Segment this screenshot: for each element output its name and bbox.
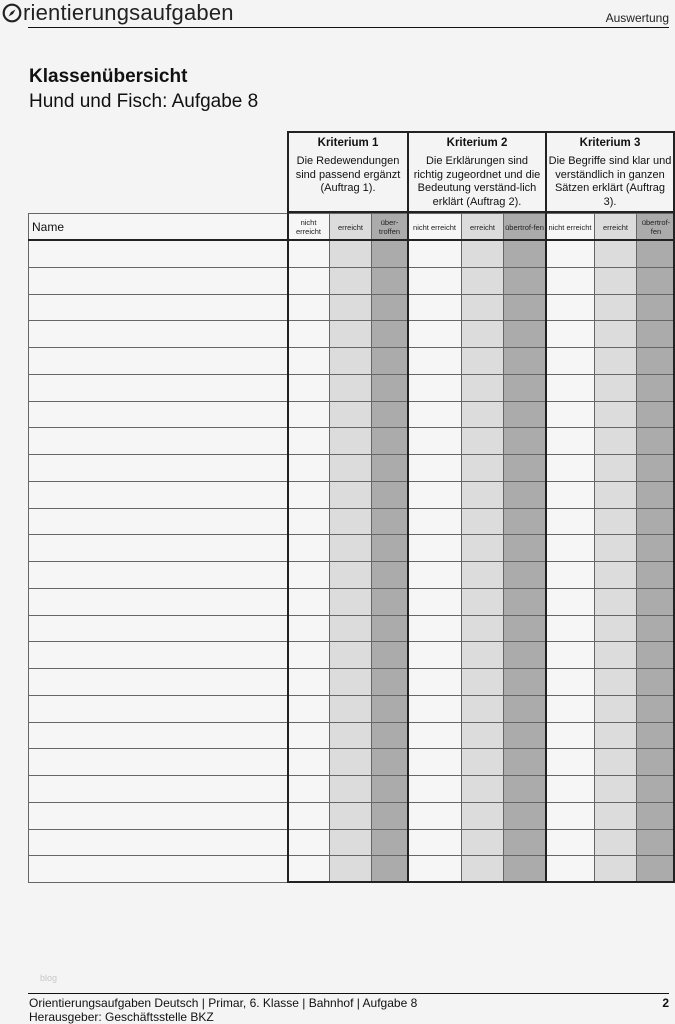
- name-cell[interactable]: [28, 481, 288, 509]
- criterion-2-description: Die Erklärungen sind richtig zugeordnet und die Bedeutung verständ-lich erklärt (Auftrag 2).: [413, 155, 541, 208]
- rating-cell[interactable]: [636, 668, 675, 696]
- rating-cell[interactable]: [636, 561, 675, 589]
- name-cell[interactable]: [28, 775, 288, 803]
- rating-cell[interactable]: [636, 294, 675, 322]
- rating-cell[interactable]: [407, 240, 462, 268]
- rating-cell[interactable]: [329, 454, 372, 482]
- name-cell[interactable]: [28, 454, 288, 482]
- name-cell[interactable]: [28, 534, 288, 562]
- rating-cell[interactable]: [287, 267, 330, 295]
- rating-cell[interactable]: [287, 641, 330, 669]
- rating-cell[interactable]: [594, 294, 637, 322]
- name-cell[interactable]: [28, 294, 288, 322]
- rating-cell[interactable]: [407, 267, 462, 295]
- rating-cell[interactable]: [329, 374, 372, 402]
- rating-cell[interactable]: [407, 855, 462, 883]
- rating-cell[interactable]: [503, 802, 546, 830]
- rating-cell[interactable]: [503, 722, 546, 750]
- name-cell[interactable]: [28, 641, 288, 669]
- rating-cell[interactable]: [503, 695, 546, 723]
- rating-cell[interactable]: [594, 775, 637, 803]
- rating-cell[interactable]: [636, 588, 675, 616]
- rating-cell[interactable]: [461, 481, 504, 509]
- rating-cell[interactable]: [461, 374, 504, 402]
- rating-cell[interactable]: [371, 320, 408, 348]
- footer-divider: [28, 993, 669, 994]
- rating-cell[interactable]: [461, 267, 504, 295]
- rating-cell[interactable]: [371, 267, 408, 295]
- rating-cell[interactable]: [287, 374, 330, 402]
- rating-cell[interactable]: [407, 641, 462, 669]
- rating-cell[interactable]: [461, 695, 504, 723]
- rating-cell[interactable]: [545, 320, 595, 348]
- rating-cell[interactable]: [329, 294, 372, 322]
- rating-cell[interactable]: [329, 508, 372, 536]
- rating-cell[interactable]: [503, 320, 546, 348]
- rating-cell[interactable]: [287, 668, 330, 696]
- name-cell[interactable]: [28, 508, 288, 536]
- header-separator: [28, 239, 675, 241]
- rating-cell[interactable]: [636, 374, 675, 402]
- rating-cell[interactable]: [594, 508, 637, 536]
- rating-cell[interactable]: [594, 855, 637, 883]
- rating-cell[interactable]: [371, 561, 408, 589]
- rating-cell[interactable]: [636, 534, 675, 562]
- rating-cell[interactable]: [329, 695, 372, 723]
- rating-cell[interactable]: [407, 401, 462, 429]
- name-cell[interactable]: [28, 374, 288, 402]
- rating-cell[interactable]: [329, 855, 372, 883]
- rating-cell[interactable]: [503, 641, 546, 669]
- rating-cell[interactable]: [503, 534, 546, 562]
- name-cell[interactable]: [28, 347, 288, 375]
- rating-cell[interactable]: [371, 802, 408, 830]
- subheader-k1-reached: erreicht: [329, 213, 372, 241]
- rating-cell[interactable]: [287, 695, 330, 723]
- rating-cell[interactable]: [594, 829, 637, 857]
- rating-cell[interactable]: [461, 588, 504, 616]
- rating-cell[interactable]: [545, 427, 595, 455]
- rating-cell[interactable]: [371, 855, 408, 883]
- rating-cell[interactable]: [407, 508, 462, 536]
- rating-cell[interactable]: [461, 401, 504, 429]
- page-subtitle: Hund und Fisch: Aufgabe 8: [29, 91, 259, 112]
- rating-cell[interactable]: [594, 534, 637, 562]
- rating-cell[interactable]: [329, 267, 372, 295]
- rating-cell[interactable]: [594, 427, 637, 455]
- rating-cell[interactable]: [461, 641, 504, 669]
- name-cell[interactable]: [28, 722, 288, 750]
- rating-cell[interactable]: [545, 267, 595, 295]
- rating-cell[interactable]: [407, 802, 462, 830]
- rating-cell[interactable]: [545, 508, 595, 536]
- rating-cell[interactable]: [329, 829, 372, 857]
- subheader-k1-exceeded: über-troffen: [371, 213, 408, 241]
- rating-cell[interactable]: [287, 855, 330, 883]
- watermark: blog: [40, 973, 58, 983]
- rating-cell[interactable]: [545, 374, 595, 402]
- subheader-k2-not-reached: nicht erreicht: [407, 213, 462, 241]
- criterion-1-description: Die Redewendungen sind passend ergänzt (Auftrag 1).: [295, 155, 401, 194]
- rating-cell[interactable]: [545, 401, 595, 429]
- rating-cell[interactable]: [594, 615, 637, 643]
- page-number: 2: [662, 996, 669, 1010]
- rating-cell[interactable]: [371, 481, 408, 509]
- rating-cell[interactable]: [329, 427, 372, 455]
- rating-cell[interactable]: [503, 775, 546, 803]
- rating-cell[interactable]: [371, 534, 408, 562]
- rating-cell[interactable]: [503, 615, 546, 643]
- rating-cell[interactable]: [371, 829, 408, 857]
- rating-cell[interactable]: [371, 775, 408, 803]
- rating-cell[interactable]: [329, 588, 372, 616]
- rating-cell[interactable]: [371, 427, 408, 455]
- rating-cell[interactable]: [636, 427, 675, 455]
- rating-cell[interactable]: [594, 481, 637, 509]
- footer-publisher: Herausgeber: Geschäftsstelle BKZ: [29, 1010, 214, 1024]
- rating-cell[interactable]: [636, 748, 675, 776]
- compass-icon: [2, 3, 22, 23]
- rating-cell[interactable]: [594, 695, 637, 723]
- rating-cell[interactable]: [287, 347, 330, 375]
- rating-cell[interactable]: [545, 802, 595, 830]
- rating-cell[interactable]: [545, 695, 595, 723]
- rating-cell[interactable]: [329, 481, 372, 509]
- rating-cell[interactable]: [594, 722, 637, 750]
- rating-cell[interactable]: [329, 775, 372, 803]
- rating-cell[interactable]: [503, 374, 546, 402]
- criterion-1-title: Kriterium 1: [317, 137, 379, 149]
- name-cell[interactable]: [28, 401, 288, 429]
- name-cell[interactable]: [28, 855, 288, 883]
- rating-cell[interactable]: [371, 615, 408, 643]
- rating-cell[interactable]: [545, 668, 595, 696]
- subheader-k3-not-reached: nicht erreicht: [545, 213, 595, 241]
- rating-cell[interactable]: [503, 427, 546, 455]
- rating-cell[interactable]: [329, 240, 372, 268]
- rating-cell[interactable]: [594, 641, 637, 669]
- rating-cell[interactable]: [636, 481, 675, 509]
- name-cell[interactable]: [28, 695, 288, 723]
- rating-cell[interactable]: [503, 588, 546, 616]
- rating-cell[interactable]: [545, 615, 595, 643]
- rating-cell[interactable]: [636, 240, 675, 268]
- rating-cell[interactable]: [407, 722, 462, 750]
- rating-cell[interactable]: [329, 561, 372, 589]
- rating-cell[interactable]: [287, 561, 330, 589]
- rating-cell[interactable]: [545, 561, 595, 589]
- rating-cell[interactable]: [503, 481, 546, 509]
- rating-cell[interactable]: [371, 722, 408, 750]
- rating-cell[interactable]: [503, 855, 546, 883]
- rating-cell[interactable]: [461, 294, 504, 322]
- subheader-k2-reached: erreicht: [461, 213, 504, 241]
- rating-cell[interactable]: [329, 534, 372, 562]
- rating-cell[interactable]: [371, 294, 408, 322]
- rating-cell[interactable]: [371, 454, 408, 482]
- rating-cell[interactable]: [503, 267, 546, 295]
- rating-cell[interactable]: [371, 401, 408, 429]
- subheader-k2-exceeded: übertrof-fen: [503, 213, 546, 241]
- rating-cell[interactable]: [503, 294, 546, 322]
- rating-cell[interactable]: [503, 748, 546, 776]
- rating-cell[interactable]: [636, 615, 675, 643]
- name-cell[interactable]: [28, 668, 288, 696]
- rating-cell[interactable]: [545, 775, 595, 803]
- rating-cell[interactable]: [371, 668, 408, 696]
- rating-cell[interactable]: [329, 320, 372, 348]
- rating-cell[interactable]: [503, 508, 546, 536]
- subheader-k3-exceeded: übertrof-fen: [636, 213, 675, 241]
- rating-cell[interactable]: [636, 401, 675, 429]
- rating-cell[interactable]: [503, 240, 546, 268]
- rating-cell[interactable]: [407, 481, 462, 509]
- name-cell[interactable]: [28, 267, 288, 295]
- subheader-k3-reached: erreicht: [594, 213, 637, 241]
- rating-cell[interactable]: [329, 748, 372, 776]
- rating-cell[interactable]: [594, 267, 637, 295]
- name-cell[interactable]: [28, 320, 288, 348]
- rating-cell[interactable]: [461, 668, 504, 696]
- rating-cell[interactable]: [287, 615, 330, 643]
- rating-cell[interactable]: [636, 454, 675, 482]
- criterion-2-header: [407, 131, 547, 213]
- rating-cell[interactable]: [545, 240, 595, 268]
- rating-cell[interactable]: [545, 855, 595, 883]
- rating-cell[interactable]: [461, 722, 504, 750]
- name-cell[interactable]: [28, 829, 288, 857]
- rating-cell[interactable]: [461, 561, 504, 589]
- rating-cell[interactable]: [287, 802, 330, 830]
- rating-cell[interactable]: [407, 748, 462, 776]
- name-cell[interactable]: [28, 561, 288, 589]
- rating-cell[interactable]: [407, 615, 462, 643]
- rating-cell[interactable]: [503, 668, 546, 696]
- name-cell[interactable]: [28, 588, 288, 616]
- rating-cell[interactable]: [594, 668, 637, 696]
- rating-cell[interactable]: [636, 695, 675, 723]
- criterion-2-title: Kriterium 2: [446, 137, 508, 149]
- rating-cell[interactable]: [461, 320, 504, 348]
- rating-cell[interactable]: [461, 855, 504, 883]
- rating-cell[interactable]: [407, 561, 462, 589]
- logo-text: rientierungsaufgaben: [23, 0, 234, 25]
- page-title: Klassenübersicht: [29, 66, 188, 87]
- rating-cell[interactable]: [636, 722, 675, 750]
- rating-cell[interactable]: [594, 374, 637, 402]
- name-cell[interactable]: [28, 802, 288, 830]
- rating-cell[interactable]: [461, 748, 504, 776]
- rating-cell[interactable]: [594, 588, 637, 616]
- rating-cell[interactable]: [503, 401, 546, 429]
- rating-cell[interactable]: [594, 561, 637, 589]
- rating-cell[interactable]: [545, 347, 595, 375]
- rating-cell[interactable]: [636, 320, 675, 348]
- rating-cell[interactable]: [503, 347, 546, 375]
- rating-cell[interactable]: [594, 748, 637, 776]
- rating-cell[interactable]: [461, 427, 504, 455]
- rating-cell[interactable]: [287, 454, 330, 482]
- rating-cell[interactable]: [594, 240, 637, 268]
- rating-cell[interactable]: [287, 294, 330, 322]
- rating-cell[interactable]: [545, 588, 595, 616]
- rating-cell[interactable]: [329, 641, 372, 669]
- rating-cell[interactable]: [371, 508, 408, 536]
- logo: [0, 0, 234, 26]
- rating-cell[interactable]: [287, 829, 330, 857]
- rating-cell[interactable]: [407, 347, 462, 375]
- rating-cell[interactable]: [287, 508, 330, 536]
- rating-cell[interactable]: [636, 267, 675, 295]
- rating-cell[interactable]: [287, 427, 330, 455]
- criterion-1-header: [287, 131, 409, 213]
- rating-cell[interactable]: [407, 320, 462, 348]
- rating-cell[interactable]: [407, 294, 462, 322]
- rating-cell[interactable]: [371, 347, 408, 375]
- rating-cell[interactable]: [407, 454, 462, 482]
- rating-cell[interactable]: [594, 347, 637, 375]
- rating-cell[interactable]: [371, 748, 408, 776]
- rating-cell[interactable]: [594, 401, 637, 429]
- rating-cell[interactable]: [461, 240, 504, 268]
- rating-cell[interactable]: [371, 695, 408, 723]
- rating-cell[interactable]: [287, 775, 330, 803]
- rating-cell[interactable]: [329, 802, 372, 830]
- rating-cell[interactable]: [287, 588, 330, 616]
- rating-cell[interactable]: [545, 454, 595, 482]
- rating-cell[interactable]: [545, 294, 595, 322]
- rating-cell[interactable]: [594, 454, 637, 482]
- rating-cell[interactable]: [329, 615, 372, 643]
- rating-cell[interactable]: [461, 615, 504, 643]
- rating-cell[interactable]: [287, 481, 330, 509]
- criterion-3-description: Die Begriffe sind klar und verständlich in ganzen Sätzen erklärt (Auftrag 3).: [548, 155, 672, 208]
- rating-cell[interactable]: [636, 855, 675, 883]
- rating-cell[interactable]: [407, 829, 462, 857]
- rating-cell[interactable]: [461, 802, 504, 830]
- rating-cell[interactable]: [503, 454, 546, 482]
- rating-cell[interactable]: [287, 401, 330, 429]
- criterion-3-title: Kriterium 3: [579, 137, 641, 149]
- rating-cell[interactable]: [329, 347, 372, 375]
- rating-cell[interactable]: [287, 722, 330, 750]
- rating-cell[interactable]: [594, 320, 637, 348]
- rating-cell[interactable]: [594, 802, 637, 830]
- rating-cell[interactable]: [636, 829, 675, 857]
- rating-cell[interactable]: [461, 347, 504, 375]
- rating-cell[interactable]: [407, 427, 462, 455]
- rating-cell[interactable]: [461, 508, 504, 536]
- rating-cell[interactable]: [636, 802, 675, 830]
- rating-cell[interactable]: [287, 534, 330, 562]
- rating-cell[interactable]: [636, 775, 675, 803]
- rating-cell[interactable]: [329, 401, 372, 429]
- name-cell[interactable]: [28, 427, 288, 455]
- rating-cell[interactable]: [407, 668, 462, 696]
- header-divider: [28, 27, 669, 28]
- rating-cell[interactable]: [371, 588, 408, 616]
- rating-cell[interactable]: [545, 748, 595, 776]
- rating-cell[interactable]: [545, 481, 595, 509]
- rating-cell[interactable]: [636, 508, 675, 536]
- footer-info: Orientierungsaufgaben Deutsch | Primar, 6. Klasse | Bahnhof | Aufgabe 8: [29, 996, 418, 1010]
- rating-cell[interactable]: [287, 320, 330, 348]
- rating-cell[interactable]: [636, 641, 675, 669]
- rating-cell[interactable]: [503, 561, 546, 589]
- rating-cell[interactable]: [371, 240, 408, 268]
- rating-cell[interactable]: [371, 374, 408, 402]
- rating-cell[interactable]: [407, 588, 462, 616]
- rating-cell[interactable]: [407, 695, 462, 723]
- name-column-header: Name: [28, 213, 288, 241]
- rating-cell[interactable]: [461, 829, 504, 857]
- name-cell[interactable]: [28, 615, 288, 643]
- rating-cell[interactable]: [545, 829, 595, 857]
- section-label: Auswertung: [605, 11, 669, 25]
- rating-cell[interactable]: [545, 722, 595, 750]
- rating-cell[interactable]: [461, 454, 504, 482]
- rating-cell[interactable]: [461, 534, 504, 562]
- rating-cell[interactable]: [371, 641, 408, 669]
- rating-cell[interactable]: [329, 722, 372, 750]
- criterion-3-header: [545, 131, 675, 213]
- name-cell[interactable]: [28, 748, 288, 776]
- rating-cell[interactable]: [287, 748, 330, 776]
- rating-cell[interactable]: [407, 775, 462, 803]
- rating-cell[interactable]: [329, 668, 372, 696]
- name-cell[interactable]: [28, 240, 288, 268]
- subheader-k1-not-reached: nicht erreicht: [287, 213, 330, 241]
- rating-cell[interactable]: [461, 775, 504, 803]
- rating-cell[interactable]: [636, 347, 675, 375]
- rating-cell[interactable]: [545, 641, 595, 669]
- rating-cell[interactable]: [287, 240, 330, 268]
- rating-cell[interactable]: [545, 534, 595, 562]
- rating-cell[interactable]: [503, 829, 546, 857]
- rating-cell[interactable]: [407, 534, 462, 562]
- rating-cell[interactable]: [407, 374, 462, 402]
